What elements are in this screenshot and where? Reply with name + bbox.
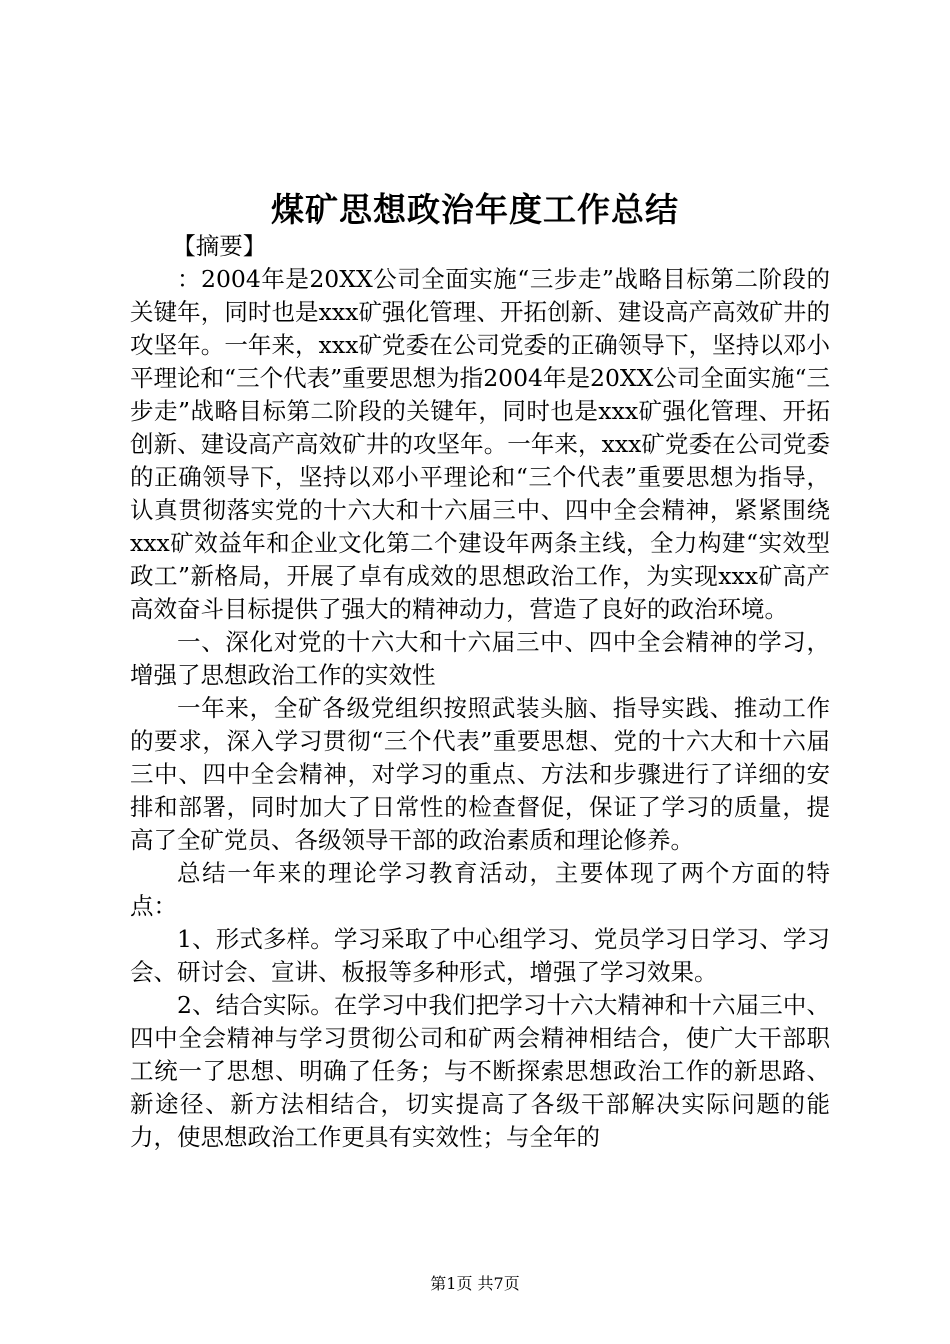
abstract-label: 【摘要】 bbox=[172, 232, 267, 260]
paragraph-abstract: ：2004年是20XX公司全面实施“三步走”战略目标第二阶段的关键年，同时也是xxx矿强化管理、开拓创新、建设高产高效矿井的攻坚年。一年来，xxx矿党委在公司党委的正确领导下，坚持以邓小平理论和“三个代表”重要思想为指2004年是20XX公司全面实施“三步走”战略目标第二阶段的关键年，同时也是xxx矿强化管理、开拓创新、建设高产高效矿井的攻坚年。一年来，xxx矿党委在公司党委的正确领导下，坚持以邓小平理论和“三个代表”重要思想为指导，认真贯彻落实党的十六大和十六届三中、四中全会精神，紧紧围绕xxx矿效益年和企业文化第二个建设年两条主线，全力构建“实效型政工”新格局，开展了卓有成效的思想政治工作，为实现xxx矿高产高效奋斗目标提供了强大的精神动力，营造了良好的政治环境。 bbox=[130, 265, 830, 623]
document-title: 煤矿思想政治年度工作总结 bbox=[271, 190, 679, 229]
paragraph-study: 一年来，全矿各级党组织按照武装头脑、指导实践、推动工作的要求，深入学习贯彻“三个代表”重要思想、党的十六大和十六届三中、四中全会精神，对学习的重点、方法和步骤进行了详细的安排和部署，同时加大了日常性的检查督促，保证了学习的质量，提高了全矿党员、各级领导干部的政治素质和理论修养。 bbox=[130, 694, 830, 854]
document-body bbox=[130, 230, 830, 1154]
paragraph-point-1: 1、形式多样。学习采取了中心组学习、党员学习日学习、学习会、研讨会、宣讲、板报等多种形式，增强了学习效果。 bbox=[130, 925, 830, 986]
paragraph-summary: 总结一年来的理论学习教育活动，主要体现了两个方面的特点： bbox=[130, 859, 830, 920]
page-footer: 第1页 共7页 bbox=[430, 1274, 520, 1293]
paragraph-point-2: 2、结合实际。在学习中我们把学习十六大精神和十六届三中、四中全会精神与学习贯彻公司和矿两会精神相结合，使广大干部职工统一了思想、明确了任务；与不断探索思想政治工作的新思路、新途径、新方法相结合，切实提高了各级干部解决实际问题的能力，使思想政治工作更具有实效性；与全年的 bbox=[130, 991, 830, 1151]
paragraph-heading-1: 一、深化对党的十六大和十六届三中、四中全会精神的学习，增强了思想政治工作的实效性 bbox=[130, 628, 830, 689]
